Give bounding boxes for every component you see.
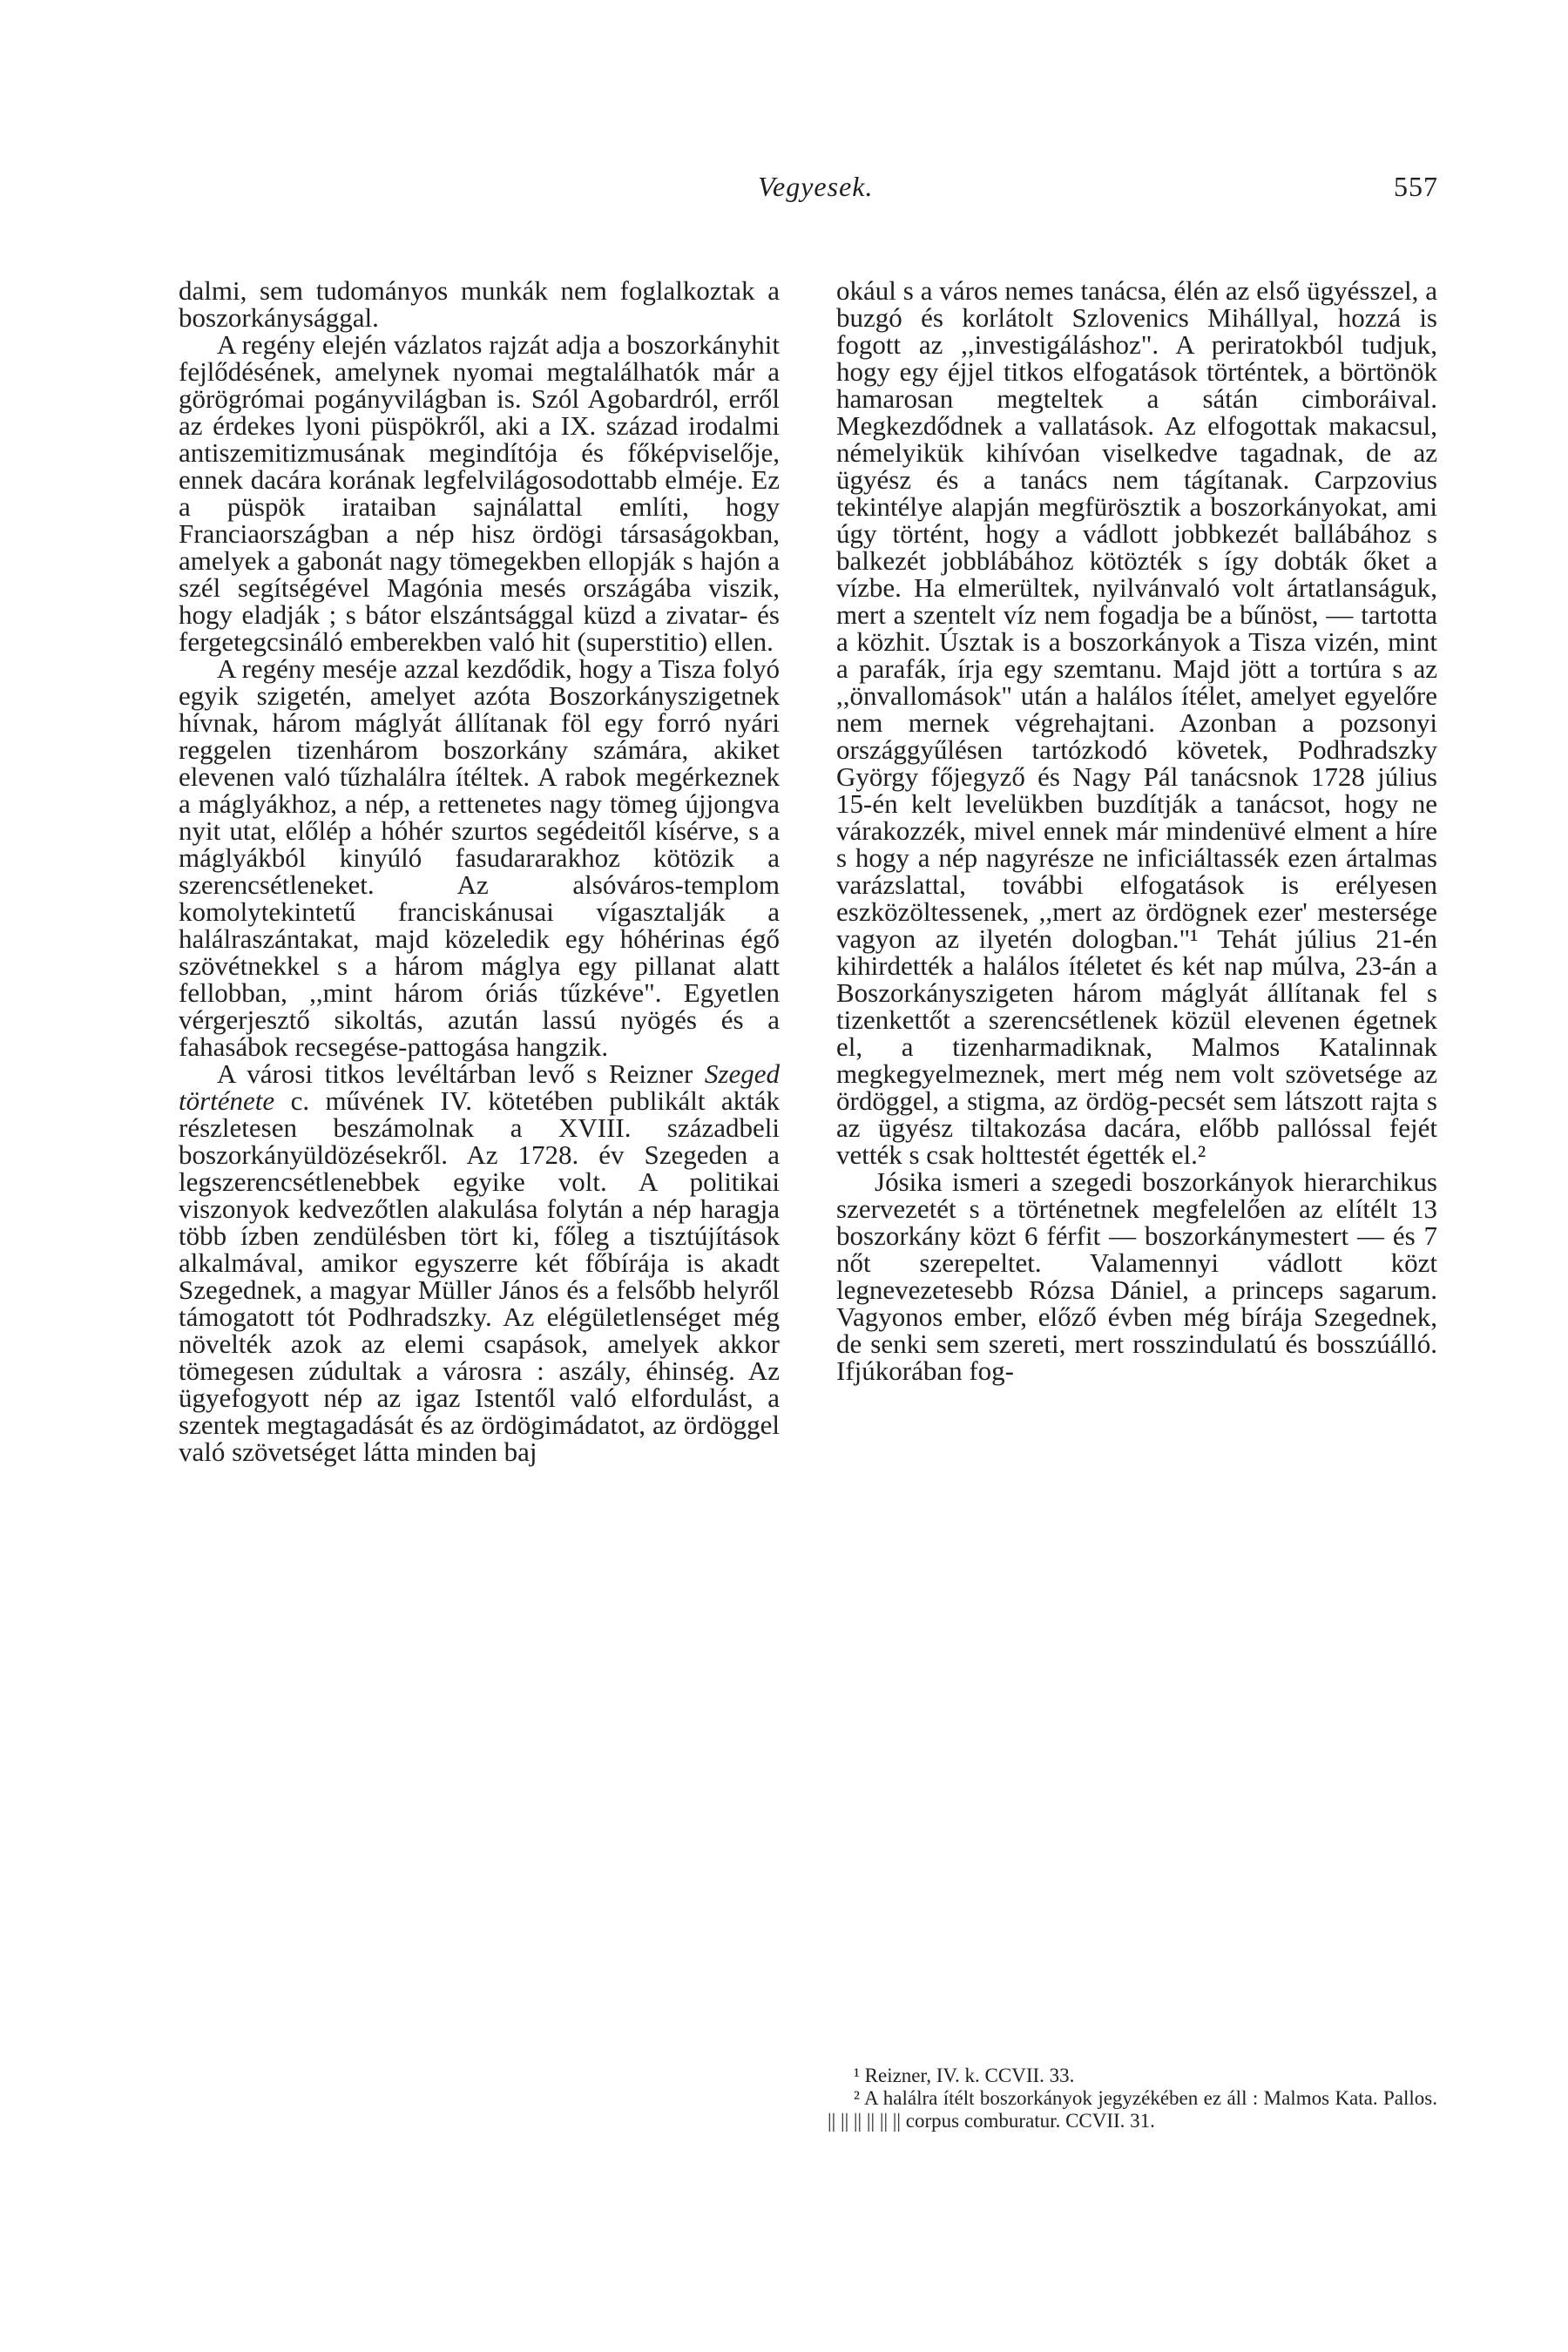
left-column <box>179 277 780 1465</box>
left-paragraph-3: A regény meséje azzal kezdődik, hogy a Tisza folyó egyik szigetén, amelyet azóta Boszorkányszigetnek hívnak, három máglyát állítanak föl egy forró nyári reggelen tizenhárom boszorkány számára, akiket elevenen való tűzhalálra ítéltek. A rabok megérkeznek a máglyákhoz, a nép, a rettenetes nagy tömeg újjongva nyit utat, előlép a hóhér szurtos segédeitől kísérve, s a máglyákból kinyúló fasudararakhoz kötözik a szerencsétleneket. Az alsóváros-templom komolytekintetű franciskánusai vígasztalják a halálraszántakat, majd közeledik egy hóhérinas égő szövétnekkel s a három máglya egy pillanat alatt fellobban, ,,mint három óriás tűzkéve". Egyetlen vérgerjesztő sikoltás, azután lassú nyögés és a fahasábok recsegése-pattogása hangzik. <box>179 653 780 1062</box>
footnote-1: ¹ Reizner, IV. k. CCVII. 33. <box>854 2065 1075 2086</box>
left-paragraph-4 <box>179 1060 780 1465</box>
right-paragraph-1: okául s a város nemes tanácsa, élén az első ügyésszel, a buzgó és korlátolt Szlovenics Mihállyal, hozzá is fogott az ,,investigáláshoz". A periratokból tudjuk, hogy egy éjjel titkos elfogatások történtek, a börtönök hamarosan megteltek a sátán cimboráival. Megkezdődnek a vallatások. Az elfogottak makacsul, némelyikük kihívóan viselkedve tagadnak, de az ügyész és a tanács nem tágítanak. Carpzovius tekintélye alapján megfürösztik a boszorkányokat, ami úgy történt, hogy a vádlott jobbkezét ballábához s balkezét jobblábához kötözték s így dobták őket a vízbe. Ha elmerültek, nyilvánvaló volt ártatlanságuk, mert a szentelt víz nem fogadja be a bűnöst, — tartotta a közhit. Úsztak is a boszorkányok a Tisza vizén, mint a parafák, írja egy szemtanu. Majd jött a tortúra s az ,,önvallomások" után a halálos ítélet, amelyet egyelőre nem mernek végrehajtani. Azonban a pozsonyi országgyűlésen tartózkodó követek, Podhradszky György főjegyző és Nagy Pál tanácsnok 1728 július 15-én kelt levelükben buzdítják a tanácsot, hogy ne várakozzék, mivel ennek már mindenüvé elment a híre s hogy a nép nagyrésze ne inficiáltassék ezen ártalmas varázslattal, további elfogatások is erélyesen eszközöltessenek, ,,mert az ördögnek ezer' mestersége vagyon az ilyetén dologban."¹ Tehát július 21-én kihirdették a halálos ítéletet és két nap múlva, 23-án a Boszorkányszigeten három máglyát állítanak fel s tizenkettőt a szerencsétlenek közül elevenen égetnek el, a tizenharmadiknak, Malmos Katalinnak megkegyelmeznek, mert még nem volt szövetsége az ördöggel, a stigma, az ördög-pecsét sem látszott rajta s az ügyész tiltakozása dacára, előbb pallóssal fejét vették s csak holttestét égették el.² <box>836 275 1437 1170</box>
left-paragraph-4-rest: c. művének IV. kötetében publikált akták részletesen beszámolnak a XVIII. századbeli boszorkányüldözésekről. Az 1728. év Szegeden a legszerencsétlenebbek egyike volt. A politikai viszonyok kedvezőtlen alakulása folytán a nép haragja több ízben zendülésben tört ki, főleg a tisztújítások alkalmával, amikor egyszerre két főbírája is akadt Szegednek, a magyar Müller János és a felsőbb helyről támogatott tót Podhradszky. Az elégületlenséget még növelték azok az elemi csapások, amelyek akkor tömegesen zúdultak a városra : aszály, éhinség. Az ügyefogyott nép az igaz Istentől való elfordulást, a szentek megtagadását és az ördögimádatot, az ördöggel való szövetséget látta minden baj <box>179 1085 780 1467</box>
right-column <box>836 277 1437 1384</box>
footnotes <box>828 2065 1437 2132</box>
left-paragraph-1: dalmi, sem tudományos munkák nem foglalkoztak a boszorkánysággal. <box>179 275 780 333</box>
right-paragraph-2: Jósika ismeri a szegedi boszorkányok hierarchikus szervezetét s a történetnek megfelelően az elítélt 13 boszorkány közt 6 férfit — boszorkánymestert — és 7 nőt szerepeltet. Valamennyi vádlott közt legnevezetesebb Rózsa Dániel, a princeps sagarum. Vagyonos ember, előző évben még bírája Szegednek, de senki sem szereti, mert rosszindulatú és bosszúálló. Ifjúkorában fog- <box>836 1166 1437 1386</box>
running-head: Vegyesek. <box>758 171 874 202</box>
left-paragraph-4-start: A városi titkos levéltárban levő s Reizner <box>217 1058 705 1089</box>
left-paragraph-2: A regény elején vázlatos rajzát adja a boszorkányhit fejlődésének, amelynek nyomai megtalálhatók már a görögrómai pogányvilágban is. Szól Agobardról, erről az érdekes lyoni püspökről, aki a IX. század irodalmi antiszemitizmusának megindítója és főképviselője, ennek dacára korának legfelvilágosodottabb elméje. Ez a püspök irataiban sajnálattal említi, hogy Franciaországban a nép hisz ördögi társaságokban, amelyek a gabonát nagy tömegekben ellopják s hajón a szél segítségével Magónia mesés országába viszik, hogy eladják ; s bátor elszántsággal küzd a zivatar- és fergetegcsináló emberekben való hit (superstitio) ellen. <box>179 329 780 657</box>
book-title-italic: Szeged története <box>179 1058 780 1116</box>
footnote-2: ² A halálra ítélt boszorkányok jegyzékében ez áll : Malmos Kata. Pallos. || || || || || || corpus comburatur. CCVII. 31. <box>828 2087 1437 2132</box>
page-number: 557 <box>1394 171 1438 202</box>
